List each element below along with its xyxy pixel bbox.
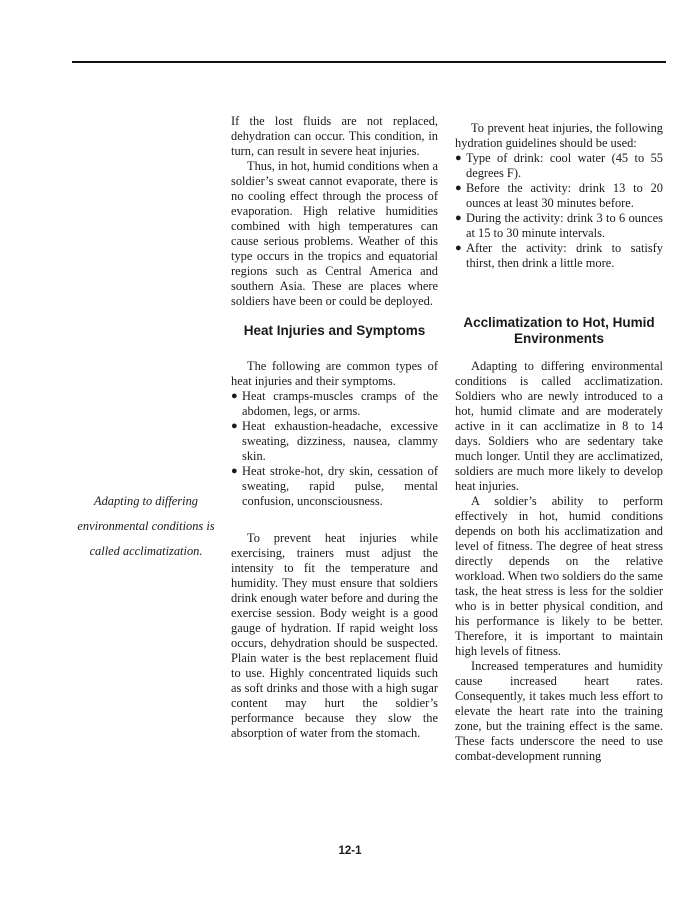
page-number: 12-1 [338, 845, 362, 857]
header-rule [72, 61, 666, 63]
body-paragraph: If the lost fluids are not replaced, dehydration can occur. This condition, in turn, can result in severe heat injuries. [231, 114, 438, 158]
list-item: ● Before the activity: drink 13 to 20 ounces at least 30 minutes before. [455, 181, 663, 210]
body-paragraph: To prevent heat injuries while exercising, trainers must adjust the intensity to fit the temperature and humidity. They must ensure that soldiers drink enough water before and during the exercise session. Body weight is a good gauge of hydration. If rapid weight loss occurs, dehydration should be suspected. Plain water is the best replacement fluid to use. Highly concentrated liquids such as soft drinks and those with a high sugar content may hurt the soldier’s performance because they slow the absorption of water from the stomach. [231, 531, 438, 740]
list-item: ● Heat cramps-muscles cramps of the abdomen, legs, or arms. [231, 389, 438, 418]
bullet-icon: ● [231, 390, 238, 402]
bullet-icon: ● [455, 182, 462, 194]
margin-note: Adapting to differing environmental conditions is called acclimatization. [77, 494, 215, 558]
list-item: ● Type of drink: cool water (45 to 55 degrees F). [455, 151, 663, 180]
symptoms-list [231, 389, 438, 509]
bullet-icon: ● [455, 212, 462, 224]
symptoms-intro: The following are common types of heat injuries and their symptoms. [231, 359, 438, 388]
left-text-column [231, 114, 438, 741]
bullet-icon: ● [455, 242, 462, 254]
right-text-column [455, 121, 663, 764]
list-item: ● During the activity: drink 3 to 6 ounces at 15 to 30 minute intervals. [455, 211, 663, 240]
section-heading-acclimatization: Acclimatization to Hot, Humid Environments [463, 315, 655, 346]
body-paragraph: A soldier’s ability to perform effectively in hot, humid conditions depends on both his acclimatization and level of fitness. The degree of heat stress directly depends on the relative workload. When two soldiers do the same task, the heat stress is less for the soldier who is in better physical condition, and his performance is likely to be better. Therefore, it is important to maintain high levels of fitness. [455, 494, 663, 658]
bullet-icon: ● [455, 152, 462, 164]
body-paragraph: Increased temperatures and humidity cause increased heart rates. Consequently, it takes much less effort to elevate the heart rate into the training zone, but the training effect is the same. These facts underscore the need to use combat-development running [455, 659, 663, 763]
section-heading-heat-injuries: Heat Injuries and Symptoms [243, 323, 426, 338]
list-item: ● Heat exhaustion-headache, excessive sweating, dizziness, nausea, clammy skin. [231, 419, 438, 463]
bullet-icon: ● [231, 465, 238, 477]
body-paragraph: Adapting to differing environmental conditions is called acclimatization. Soldiers who are newly introduced to a hot, humid climate and are moderately active in it can acclimatize in 8 to 14 days. Soldiers who are sedentary take much longer. Until they are acclimatized, soldiers are much more likely to develop heat injuries. [455, 359, 663, 493]
list-item: ● After the activity: drink to satisfy thirst, then drink a little more. [455, 241, 663, 270]
body-paragraph: Thus, in hot, humid conditions when a soldier’s sweat cannot evaporate, there is no cooling effect through the process of evaporation. High relative humidities combined with high temperatures can cause serious problems. Weather of this type occurs in the tropics and equatorial regions such as Central America and southern Asia. These are places where soldiers have been or could be deployed. [231, 159, 438, 308]
hydration-guidelines-list [455, 151, 663, 271]
hydration-intro: To prevent heat injuries, the following hydration guidelines should be used: [455, 121, 663, 150]
list-item: ● Heat stroke-hot, dry skin, cessation of sweating, rapid pulse, mental confusion, unconsciousness. [231, 464, 438, 508]
bullet-icon: ● [231, 420, 238, 432]
